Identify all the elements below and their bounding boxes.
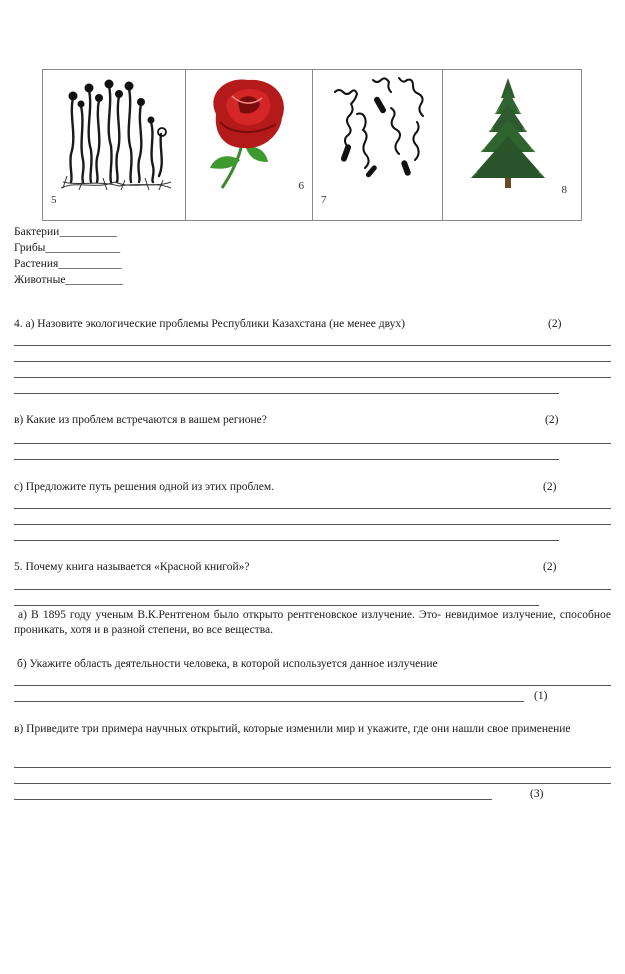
category-animals: Животные__________ <box>14 274 123 286</box>
q5-text: 5. Почему книга называется «Красной книгой»? <box>14 561 250 573</box>
picture-number: 7 <box>321 194 327 206</box>
category-bacteria: Бактерии__________ <box>14 226 117 238</box>
roentgen-intro: а) В 1895 году ученым В.К.Рентгеном было открыто рентгеновское излучение. Это- невидимое излучение, способное проникать, хотя и в разной степени, во все вещества. <box>14 609 611 636</box>
answer-line[interactable] <box>14 605 539 606</box>
mold-fungus-icon <box>59 76 174 192</box>
roentgen-c-text: в) Приведите три примера научных открытий, которые изменили мир и укажите, где они нашли свое применение <box>14 723 571 735</box>
q4c-text: с) Предложите путь решения одной из этих проблем. <box>14 481 275 493</box>
answer-line[interactable] <box>14 377 611 378</box>
q5-points: (2) <box>543 561 557 573</box>
rose-icon <box>196 74 296 192</box>
answer-line[interactable] <box>14 799 492 800</box>
answer-line[interactable] <box>14 701 524 702</box>
roentgen-b-points: (1) <box>534 690 548 702</box>
answer-line[interactable] <box>14 443 611 444</box>
answer-line[interactable] <box>14 345 611 346</box>
picture-cell-5 <box>43 70 186 220</box>
answer-line[interactable] <box>14 393 559 394</box>
pictures-grid <box>42 69 582 221</box>
picture-cell-7 <box>313 70 443 220</box>
category-plants: Растения___________ <box>14 258 122 270</box>
answer-line[interactable] <box>14 540 559 541</box>
q4a-text: 4. а) Назовите экологические проблемы Республики Казахстана (не менее двух) <box>14 318 405 330</box>
answer-line[interactable] <box>14 685 611 686</box>
picture-cell-6 <box>186 70 313 220</box>
answer-line[interactable] <box>14 589 611 590</box>
fir-tree-icon <box>463 76 553 192</box>
q4b-points: (2) <box>545 414 559 426</box>
q4b-text: в) Какие из проблем встречаются в вашем регионе? <box>14 414 267 426</box>
answer-line[interactable] <box>14 459 559 460</box>
picture-number: 8 <box>561 184 567 196</box>
q4a-points: (2) <box>548 318 562 330</box>
q4c-points: (2) <box>543 481 557 493</box>
category-fungi: Грибы_____________ <box>14 242 121 254</box>
bacteria-icon <box>321 74 436 194</box>
answer-line[interactable] <box>14 524 611 525</box>
picture-cell-8 <box>443 70 581 220</box>
picture-number: 5 <box>51 194 57 206</box>
roentgen-c-points: (3) <box>530 788 544 800</box>
answer-line[interactable] <box>14 508 611 509</box>
answer-line[interactable] <box>14 767 611 768</box>
answer-line[interactable] <box>14 783 611 784</box>
answer-line[interactable] <box>14 361 611 362</box>
roentgen-b-text: б) Укажите область деятельности человека, в которой используется данное излучение <box>17 658 438 670</box>
picture-number: 6 <box>298 180 304 192</box>
